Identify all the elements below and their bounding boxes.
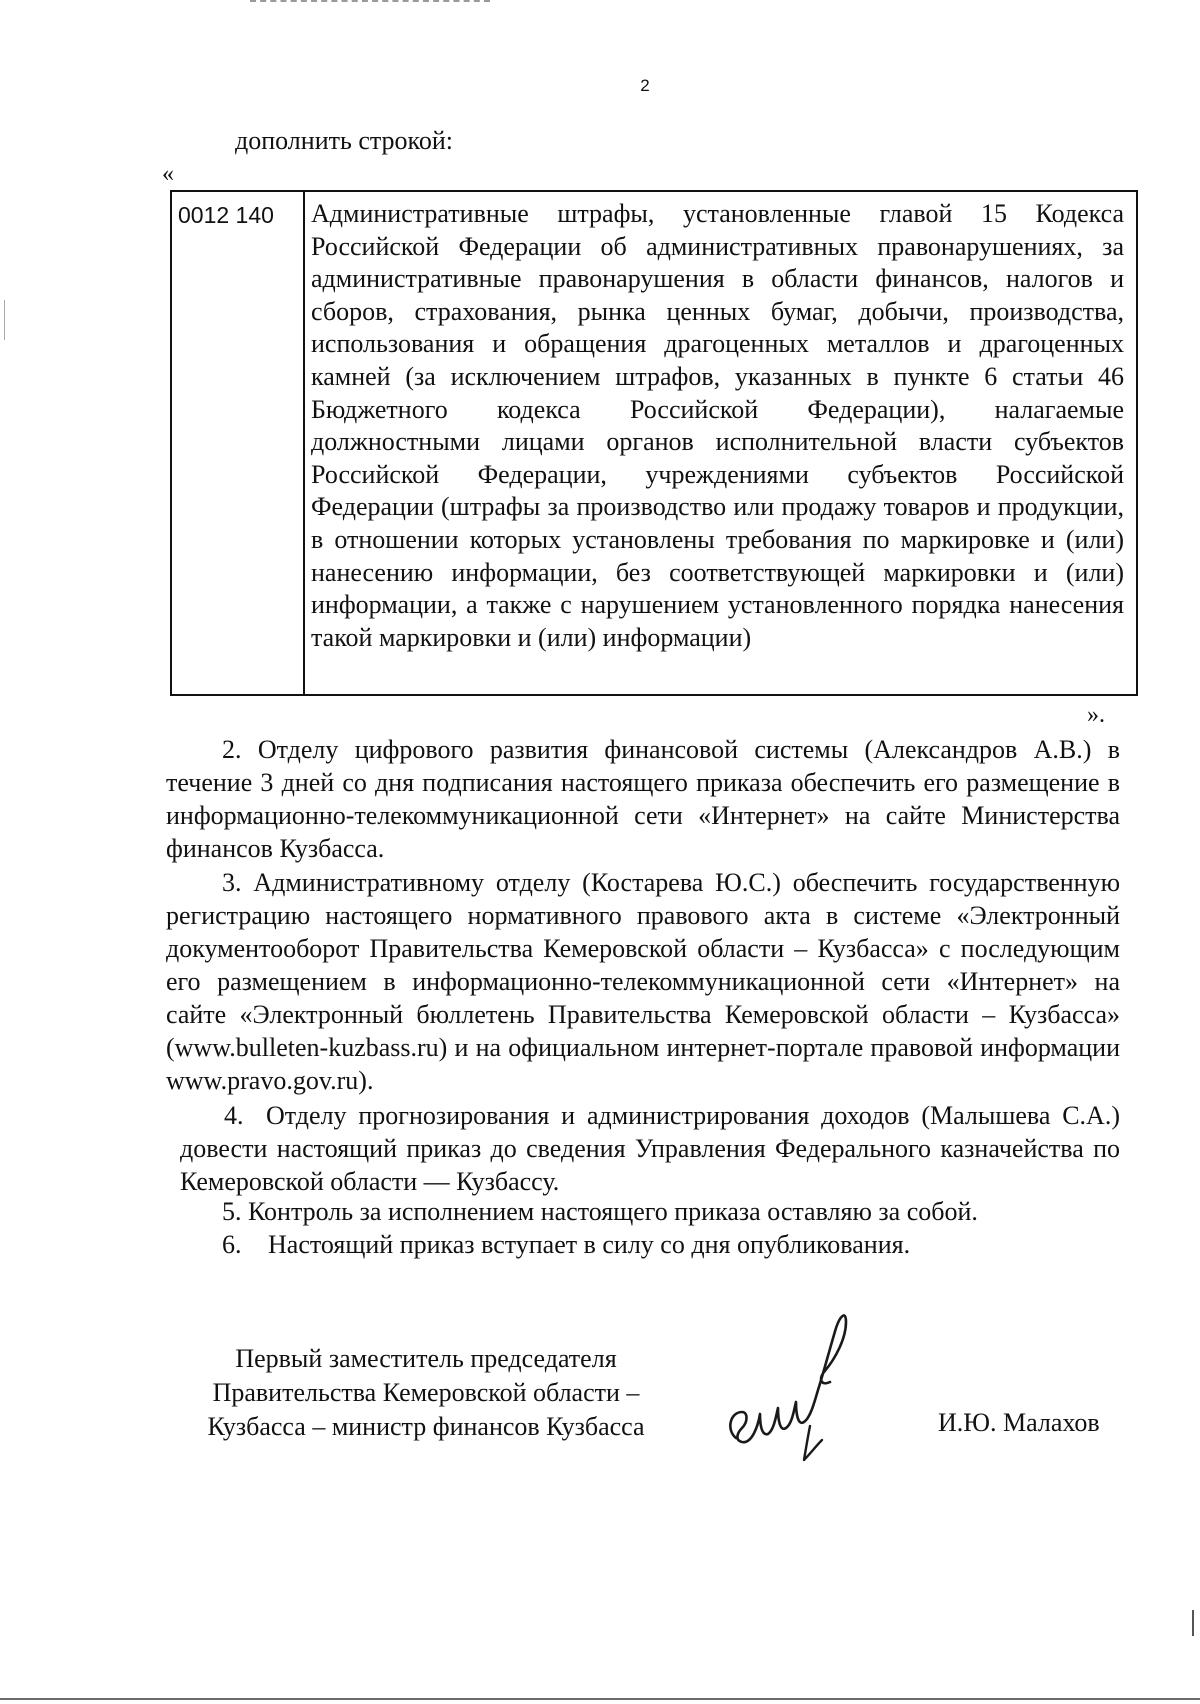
scan-edge-bottom — [0, 1698, 1200, 1700]
paragraph-6-number: 6. — [222, 1230, 242, 1259]
paragraph-6-text: Настоящий приказ вступает в силу со дня опубликования. — [268, 1230, 911, 1259]
signatory-title-line-2: Правительства Кемеровской области – — [212, 1378, 640, 1407]
budget-code-cell: 0012 140 — [172, 192, 305, 694]
amendment-table — [170, 190, 1138, 696]
page-number: 2 — [640, 76, 650, 95]
scan-artifact-right — [1192, 1610, 1194, 1636]
open-quote: « — [162, 161, 174, 187]
signatory-title — [166, 1342, 686, 1444]
intro-text: дополнить строкой: — [235, 126, 453, 155]
paragraph-3: 3. Административному отделу (Костарева Ю.С.) обеспечить государственную регистрацию настоящего нормативного правового акта в системе «Электронный документооборот Правительства Кемеровской области – Кузбасса» с последующим его размещением в информационно-телекоммуникационной сети «Интернет» на сайте «Электронный бюллетень Правительства Кемеровской области – Кузбасса» (www.bulleten-kuzbass.ru) и на официальном интернет-портале правовой информации www.pravo.gov.ru). — [166, 868, 1120, 1095]
signatory-name: И.Ю. Малахов — [938, 1408, 1100, 1437]
close-quote: ». — [1087, 702, 1105, 728]
scan-artifact-left — [4, 300, 5, 340]
paragraph-5: 5. Контроль за исполнением настоящего приказа оставляю за собой. — [222, 1197, 978, 1226]
paragraph-4-number: 4. — [224, 1101, 244, 1130]
signature-stroke-main — [730, 1315, 846, 1442]
handwritten-signature — [718, 1308, 898, 1468]
signatory-title-line-1: Первый заместитель председателя — [235, 1344, 617, 1373]
signatory-title-line-3: Кузбасса – министр финансов Кузбасса — [207, 1412, 645, 1441]
paragraph-4-text: Отделу прогнозирования и администрирования доходов (Малышева С.А.) довести настоящий приказ до сведения Управления Федерального казначейства по Кемеровской области — Кузбассу. — [180, 1101, 1127, 1196]
paragraph-4 — [180, 1099, 1127, 1198]
paragraph-2: 2. Отделу цифрового развития финансовой системы (Александров А.В.) в течение 3 дней со дня подписания настоящего приказа обеспечить его размещение в информационно-телекоммуникационной сети «Интернет» на сайте Министерства финансов Кузбасса. — [166, 735, 1120, 863]
paragraph-6 — [222, 1228, 1122, 1261]
scan-edge-top — [250, 0, 490, 4]
signature-stroke-tail — [804, 1426, 822, 1460]
description-cell: Административные штрафы, установленные главой 15 Кодекса Российской Федерации об административных правонарушениях, за административные правонарушения в области финансов, налогов и сборов, страхования, рынка ценных бумаг, добычи, производства, использования и обращения драгоценных металлов и драгоценных камней (за исключением штрафов, указанных в пункте 6 статьи 46 Бюджетного кодекса Российской Федерации), налагаемые должностными лицами органов исполнительной власти субъектов Российской Федерации, учреждениями субъектов Российской Федерации (штрафы за производство или продажу товаров и продукции, в отношении которых установлены требования по маркировке и (или) нанесению информации, без соответствующей маркировки и (или) информации, а также с нарушением установленного порядка нанесения такой маркировки и (или) информации) — [311, 199, 1124, 652]
